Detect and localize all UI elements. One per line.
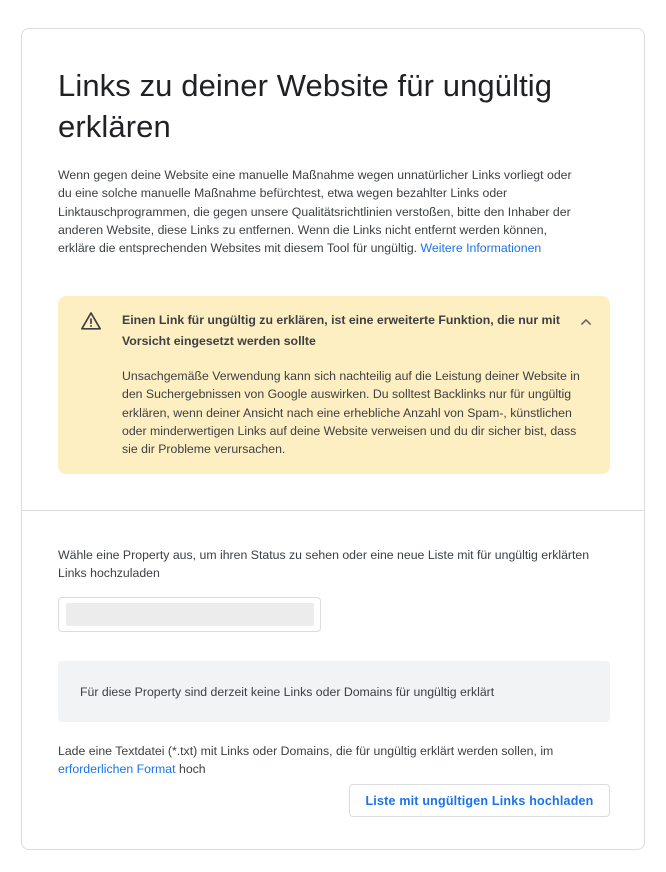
upload-description <box>58 742 598 779</box>
page-title: Links zu deiner Website für ungültig erklären <box>58 68 553 144</box>
chevron-up-icon[interactable] <box>576 312 596 332</box>
upload-text-after: hoch <box>175 762 206 777</box>
warning-title: Einen Link für ungültig zu erklären, ist eine erweiterte Funktion, die nur mit Vorsicht eingesetzt werden sollte <box>122 313 560 348</box>
intro-paragraph <box>58 166 578 257</box>
property-description: Wähle eine Property aus, um ihren Status zu sehen oder eine neue Liste mit für ungültig erklärten Links hochzuladen <box>58 548 590 581</box>
empty-status-box <box>58 661 610 722</box>
intro-section <box>22 29 644 511</box>
warning-triangle-icon <box>80 310 102 332</box>
property-selected-value <box>66 603 314 626</box>
section-divider <box>22 510 644 511</box>
warning-box <box>58 296 610 474</box>
empty-status-message: Für diese Property sind derzeit keine Links oder Domains für ungültig erklärt <box>80 685 495 699</box>
learn-more-link[interactable]: Weitere Informationen <box>420 241 542 256</box>
intro-text: Wenn gegen deine Website eine manuelle Maßnahme wegen unnatürlicher Links vorliegt oder du eine solche manuelle Maßnahme befürchtest, etwa wegen bezahlter Links oder Linktauschprogrammen, die gegen unsere Qualitätsrichtlinien verstoßen, bitte den Inhaber der anderen Website, diese Links zu entfernen. Wenn die Links nicht entfernt werden können, erkläre die entsprechenden Websites mit diesem Tool für ungültig. <box>58 168 572 256</box>
required-format-link[interactable]: erforderlichen Format <box>58 762 176 777</box>
upload-disavow-list-button[interactable]: Liste mit ungültigen Links hochladen <box>349 784 610 817</box>
warning-body: Unsachgemäße Verwendung kann sich nachteilig auf die Leistung deiner Website in den Suchergebnissen von Google auswirken. Du solltest Backlinks nur für ungültig erklären, wenn deiner Ansicht nach eine erhebliche Anzahl von Spam-, künstlichen oder minderwertigen Links auf deine Website verweisen und du dir sicher bist, dass sie dir Probleme verursachen. <box>122 369 580 457</box>
property-selector[interactable] <box>58 597 321 632</box>
disavow-card <box>21 28 645 850</box>
upload-text-before: Lade eine Textdatei (*.txt) mit Links oder Domains, die für ungültig erklärt werden sollen, im <box>58 744 554 758</box>
